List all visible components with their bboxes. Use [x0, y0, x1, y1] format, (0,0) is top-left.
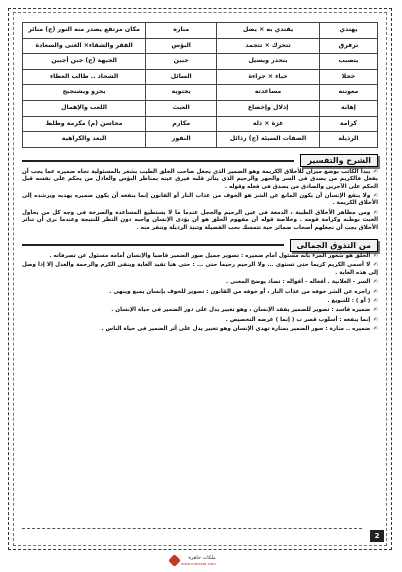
paragraph — [22, 326, 378, 333]
table-cell: يهتدي — [319, 23, 377, 39]
section-header-explanation — [22, 155, 378, 167]
paragraph-text: لا أسمى الكريم كريما حتى تستوى ... ولا الرحيم رحيما حتى ... : حتى هنا تفيد الغاية وينفى الكرم والرحمة والعدل إلا إذا وصل إلى هذه الغاية . — [22, 262, 378, 276]
table-cell: الرذيلة — [319, 132, 377, 148]
table-cell: مناره — [146, 23, 217, 39]
table-cell: خجلا — [319, 69, 377, 85]
paragraph — [22, 317, 378, 324]
table-cell: إذلال وإخضاع — [217, 100, 320, 116]
pen-bullet-icon: ✍ — [373, 279, 378, 286]
footer-divider — [22, 528, 362, 529]
paragraph — [22, 253, 378, 260]
table-row — [23, 116, 378, 132]
paragraph — [22, 307, 378, 314]
pen-bullet-icon: ✍ — [373, 209, 378, 216]
paragraph-text: زاجره عن الشر خوفه من عذاب النار ، أو خوفه من القانون : تصوير للخوف بإنسان يمنع وينهى . — [109, 288, 371, 295]
table-cell: جبين — [146, 54, 217, 70]
table-row — [23, 100, 378, 116]
section-divider — [22, 160, 294, 162]
table-row — [23, 132, 378, 148]
paragraph-text: إنما ينفعه : أسلوب قصر ب ( إنما ) غرضه التخصيص . — [225, 316, 371, 323]
paragraph — [22, 262, 378, 277]
paragraph-text: ولا ينفع الإنسان أن يكون المانع عن الشر هو الخوف من عذاب النار أو القانون إنما ينفعه أن يكون ضميره يهديه ويرشده إلى الأخلاق الكريمة . — [22, 192, 378, 207]
table-cell: الفقر والشقاء× الغنى والسعادة — [23, 38, 146, 54]
pen-bullet-icon: ✍ — [373, 168, 378, 175]
pen-bullet-icon: ✍ — [373, 326, 378, 333]
section-header-aesthetics — [22, 239, 378, 251]
table-cell: الجبهة (ج) جبن أجبين — [23, 54, 146, 70]
table-cell: النفور — [146, 132, 217, 148]
table-row — [23, 23, 378, 39]
paragraph — [22, 193, 378, 208]
table-cell: السائل — [146, 69, 217, 85]
table-cell: يتصبب — [319, 54, 377, 70]
table-row — [23, 54, 378, 70]
logo-url: www.malakat.com — [181, 560, 216, 566]
vocabulary-table — [22, 22, 378, 148]
section-divider — [22, 244, 284, 246]
paragraph-text: يبدأ الكاتب بوضع ميزان للأخلاق الكريمة وهو الضمير الذى يجعل صاحب الخلق الطيب يشعر بالمسئولية تجاه ضميره عما يجب أن يفعل فالكريم من يصدق فى السر والجهر والرحيم الذى يتأثر قلبه فيرق عينه بمناظر البؤس والعادل من يحكم على نفسه قبل الحكم على الآخرين والصادق من يصدق فى فعله وقوله . — [22, 168, 378, 190]
table-cell: محاسن (م) مكرمة وطلط — [23, 116, 146, 132]
pen-bullet-icon: ✍ — [373, 288, 378, 295]
paragraph-text: ضميره فاسد : تصوير للضمير يفقد الإنسان ، وهو تعبير يدل على دور الضمير فى حياة الإنسان . — [111, 307, 371, 314]
logo-text: ملكات جاهزة — [188, 554, 216, 561]
table-cell: معونته — [319, 85, 377, 101]
table-cell: ترفرق — [319, 38, 377, 54]
table-cell: تتحرك × تتجمد — [217, 38, 320, 54]
table-cell: كرامة — [319, 116, 377, 132]
table-cell: يقتدي به × يضل — [217, 23, 320, 39]
table-cell: العبث — [146, 100, 217, 116]
pen-bullet-icon: ✍ — [373, 192, 378, 199]
table-cell: ينحدر ويسيل — [217, 54, 320, 70]
aesthetics-body — [22, 253, 378, 334]
explanation-body — [22, 169, 378, 232]
page-number: 2 — [370, 530, 384, 542]
paragraph — [22, 298, 378, 305]
site-logo — [170, 553, 230, 567]
pen-bullet-icon: ✍ — [373, 298, 378, 305]
section-title: الشرح والتفسير — [300, 154, 378, 167]
paragraph-text: الخلق هو شعور المرء بأنه مسئول أمام ضميره : تصوير جميل صور الضمير قاضيا والإنسان أمامه مسئول عن تصرفاته . — [49, 253, 371, 259]
table-cell: الشحاذ .. طالب العطاء — [23, 69, 146, 85]
table-cell: البعد والكراهية — [23, 132, 146, 148]
table-cell: إهانة — [319, 100, 377, 116]
paragraph-text: ومن مظاهر الأخلاق الطيبة ، الدمعة فى عين الرحيم والخجل عندما ما لا يستطيع المساعدة والصرخة فى وجه كل من يحاول العبث بوطنه وكرامة قومه . وخلاصة قوله أن مفهوم الخلق هو أن يؤدى الإنسان واجبه دون النظر للنتيجة وعندما نرى أن تناثر الأخلاق يجب أن نجعلهم أصحاب ضمائر حية تتمسك بحب الفضيلة وتنبذ الرذيلة وتنفر منه . — [22, 209, 378, 231]
paragraph — [22, 289, 378, 296]
pen-bullet-icon: ✍ — [373, 262, 378, 269]
logo-icon — [168, 554, 181, 567]
pen-bullet-icon: ✍ — [373, 307, 378, 314]
table-cell: يجتويه — [146, 85, 217, 101]
section-title: من التذوق الجمالى — [290, 239, 378, 252]
paragraph-text: السر - العلانية . أفعاله - أقواله : تضاد يوضح المعنى . — [226, 279, 371, 286]
page-content — [22, 22, 378, 334]
paragraph-text: ( أو ) : للتنويع . — [327, 298, 371, 305]
paragraph — [22, 169, 378, 191]
table-cell: اللعب والإهمال — [23, 100, 146, 116]
table-cell: حياء × جراءة — [217, 69, 320, 85]
table-cell: البؤس — [146, 38, 217, 54]
table-row — [23, 85, 378, 101]
table-cell: مكارم — [146, 116, 217, 132]
pen-bullet-icon: ✍ — [373, 316, 378, 323]
paragraph-text: ضميره .. منارة : صور الضمير بمنارة تهدى الإنسان وهو تعبير يدل على أثر الضمير فى حياة الناس . — [101, 326, 371, 333]
table-row — [23, 38, 378, 54]
table-cell: يجرو ويشتجيج — [23, 85, 146, 101]
table-cell: عزة × ذلة — [217, 116, 320, 132]
paragraph — [22, 210, 378, 232]
table-cell: مساعدته — [217, 85, 320, 101]
paragraph — [22, 279, 378, 286]
table-row — [23, 69, 378, 85]
pen-bullet-icon: ✍ — [373, 253, 378, 259]
table-cell: مكان مرتفع يصدر منه النور (ج) منائر — [23, 23, 146, 39]
table-cell: الصفات السيئة (ج) رذائل — [217, 132, 320, 148]
